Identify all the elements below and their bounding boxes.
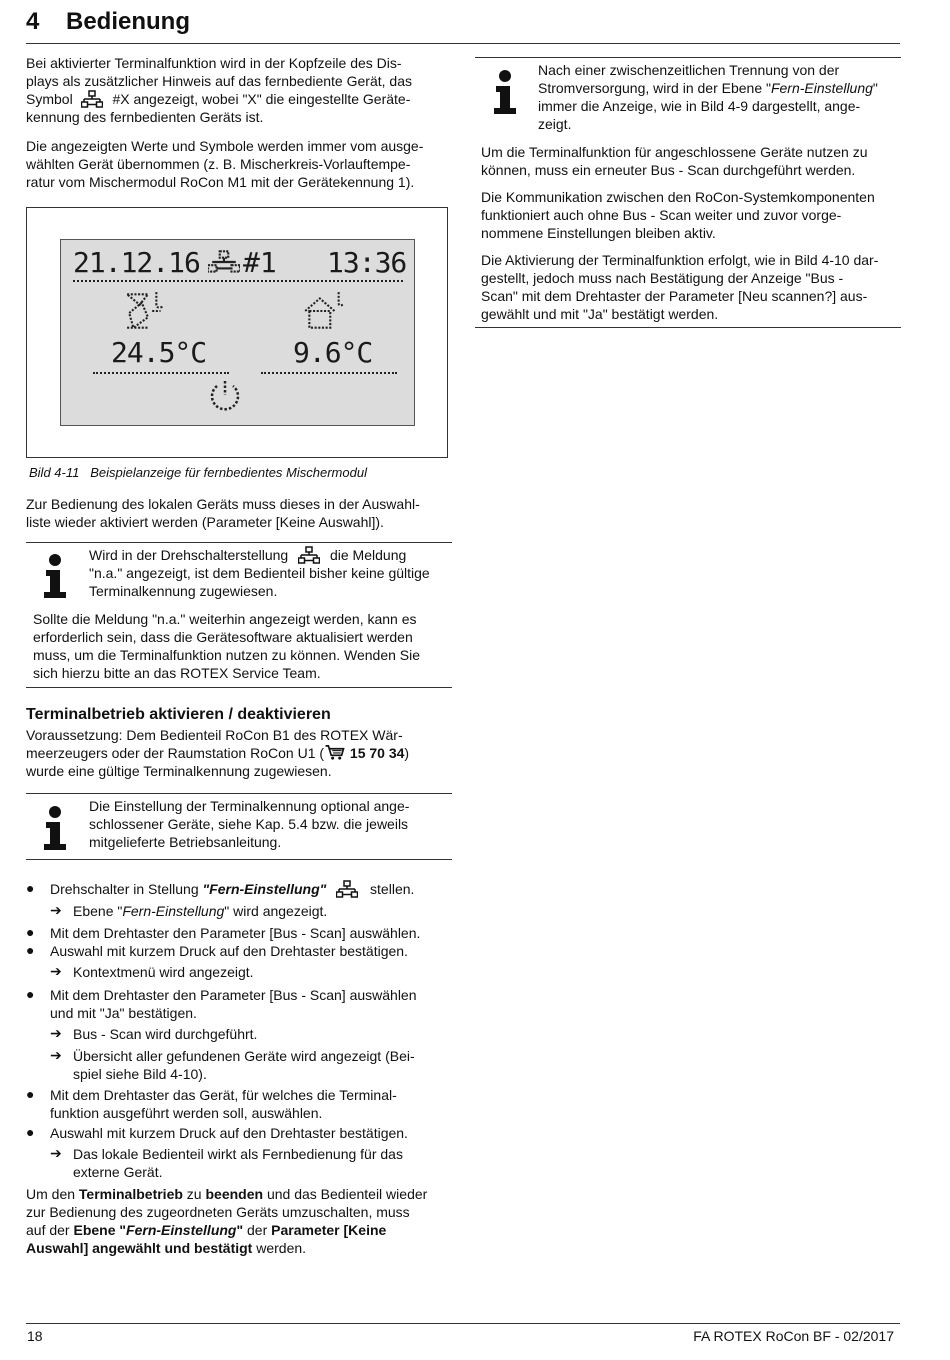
lcd-temp-left: 24.5°C	[111, 336, 207, 369]
note-line: "n.a." angezeigt, ist dem Bedienteil bisher keine gültige	[89, 565, 430, 581]
note-line: Sollte die Meldung "n.a." weiterhin angezeigt werden, kann es	[33, 611, 417, 627]
local-device-line: liste wieder aktiviert werden (Parameter [Keine Auswahl]).	[26, 514, 384, 530]
note-line: sich hierzu bitte an das ROTEX Service Team.	[33, 665, 321, 681]
values-paragraph	[26, 137, 456, 191]
outdoor-temperature-icon	[301, 290, 347, 332]
step-item: Auswahl mit kurzem Druck auf den Drehtaster bestätigen.	[50, 943, 408, 959]
step-result: Kontextmenü wird angezeigt.	[73, 964, 254, 980]
step-item: Mit dem Drehtaster den Parameter [Bus - Scan] auswählen.	[50, 925, 421, 941]
result-arrow-icon: ➔	[50, 963, 62, 979]
lcd-network-icon	[208, 250, 240, 274]
header-rule	[26, 43, 900, 44]
figure-caption	[29, 465, 367, 480]
network-icon	[298, 546, 320, 564]
figure-caption-text: Beispielanzeige für fernbedientes Mischermodul	[90, 465, 367, 480]
step-line: Mit dem Drehtaster das Gerät, für welches die Terminal-	[50, 1087, 397, 1103]
paragraph-line: können, muss ein erneuter Bus - Scan durchgeführt werden.	[481, 162, 856, 178]
step-text: stellen.	[370, 881, 415, 897]
note-rule	[26, 859, 452, 860]
note-software-update	[33, 610, 453, 682]
note-rule	[475, 327, 901, 328]
values-line: wählten Gerät übernommen (z. B. Mischerkreis-Vorlauftempe-	[26, 156, 411, 172]
end-emphasis: beenden	[205, 1186, 264, 1202]
info-icon	[40, 804, 70, 852]
info-icon	[40, 552, 70, 600]
result-arrow-icon: ➔	[50, 1145, 62, 1161]
step-bullet: ●	[26, 1086, 35, 1102]
result-text: " wird angezeigt.	[224, 903, 328, 919]
result-arrow-icon: ➔	[50, 1025, 62, 1041]
step-item: Auswahl mit kurzem Druck auf den Drehtaster bestätigen.	[50, 1125, 408, 1141]
note-line: mitgelieferte Betriebsanleitung.	[89, 834, 282, 850]
note-text: Wird in der Drehschalterstellung	[89, 547, 289, 563]
footer-doc-title: FA ROTEX RoCon BF - 02/2017	[693, 1328, 894, 1344]
local-device-line: Zur Bedienung des lokalen Geräts muss dieses in der Auswahl-	[26, 496, 420, 512]
paragraph-line: funktioniert auch ohne Bus - Scan weiter und zuvor vorge-	[481, 207, 842, 223]
end-line	[26, 1239, 456, 1257]
paragraph-line: Um die Terminalfunktion für angeschlossene Geräte nutzen zu	[481, 144, 868, 160]
step-result	[73, 1145, 448, 1181]
step-line: funktion ausgeführt werden soll, auswählen.	[50, 1105, 323, 1121]
step-result	[73, 1047, 448, 1083]
result-arrow-icon: ➔	[50, 902, 62, 918]
lcd-temp-right-line	[261, 372, 397, 374]
note-line: erforderlich sein, dass die Gerätesoftware aktualisiert werden	[33, 629, 413, 645]
end-text: auf der	[26, 1222, 74, 1238]
lcd-temp-right: 9.6°C	[293, 336, 373, 369]
note-rule	[26, 687, 452, 688]
note-text: die Meldung	[329, 547, 407, 563]
shopping-cart-icon	[324, 744, 346, 761]
intro-line: kennung des fernbedienten Geräts ist.	[26, 109, 264, 125]
prerequisite-paragraph	[26, 726, 456, 780]
paragraph-line: Scan" mit dem Drehtaster der Parameter [Neu scannen?] aus-	[481, 288, 868, 304]
lcd-time: 13:36	[327, 246, 407, 279]
end-emphasis: Parameter [Keine	[271, 1222, 387, 1238]
network-icon	[336, 880, 358, 898]
intro-symbol-text: Symbol	[26, 91, 73, 107]
end-emphasis: Terminalbetrieb	[78, 1186, 183, 1202]
end-line	[26, 1185, 456, 1203]
end-text: werden.	[252, 1240, 307, 1256]
result-line: externe Gerät.	[73, 1164, 163, 1180]
order-number: 15 70 34	[349, 745, 405, 761]
figure-frame	[26, 207, 448, 458]
end-line: zur Bedienung des zugeordneten Geräts umzuschalten, muss	[26, 1204, 410, 1220]
result-text: Ebene "	[73, 903, 123, 919]
note-line	[89, 546, 454, 564]
paragraph-line: Die Kommunikation zwischen den RoCon-Systemkomponenten	[481, 189, 875, 205]
intro-line: Bei aktivierter Terminalfunktion wird in der Kopfzeile des Dis-	[26, 55, 402, 71]
intro-line	[26, 90, 456, 108]
intro-symbol-text: #X angezeigt, wobei "X" die eingestellte Geräte-	[112, 91, 411, 107]
note-text: "	[872, 80, 878, 96]
note-rule	[475, 57, 901, 58]
paragraph-line: Die Aktivierung der Terminalfunktion erfolgt, wie in Bild 4-10 dar-	[481, 252, 879, 268]
step-bullet: ●	[26, 942, 35, 958]
result-arrow-icon: ➔	[50, 1047, 62, 1063]
section-subheading: Terminalbetrieb aktivieren / deaktivieren	[26, 706, 331, 723]
result-line: spiel siehe Bild 4-10).	[73, 1066, 207, 1082]
step-bullet: ●	[26, 1124, 35, 1140]
end-emphasis: "	[236, 1222, 244, 1238]
prerequisite-text: meerzeugers oder der Raumstation RoCon U1 (	[26, 745, 325, 761]
note-line: Terminalkennung zugewiesen.	[89, 583, 278, 599]
prerequisite-text: )	[404, 745, 410, 761]
lcd-header-line	[73, 280, 403, 282]
values-line: Die angezeigten Werte und Symbole werden immer vom ausge-	[26, 138, 424, 154]
footer-rule	[26, 1323, 900, 1324]
step-item	[50, 880, 450, 898]
note-line: muss, um die Terminalfunktion nutzen zu können. Wenden Sie	[33, 647, 421, 663]
intro-paragraph	[26, 54, 456, 126]
intro-line: plays als zusätzlicher Hinweis auf das fernbediente Gerät, das	[26, 73, 412, 89]
lcd-temp-left-line	[93, 372, 229, 374]
result-line: Übersicht aller gefundenen Geräte wird angezeigt (Bei-	[73, 1048, 415, 1064]
lcd-display	[60, 239, 415, 426]
note-emphasis: Fern-Einstellung	[770, 80, 873, 96]
paragraph-line: nommene Einstellungen bleiben aktiv.	[481, 225, 716, 241]
chapter-number: 4	[26, 8, 40, 35]
end-line	[26, 1221, 456, 1239]
step-bullet: ●	[26, 986, 35, 1002]
step-bullet: ●	[26, 880, 35, 896]
info-icon	[490, 68, 520, 116]
result-line: Das lokale Bedienteil wirkt als Fernbedienung für das	[73, 1146, 403, 1162]
step-result	[73, 902, 448, 920]
end-emphasis: Auswahl] angewählt und bestätigt	[26, 1240, 253, 1256]
note-power-interruption	[538, 61, 903, 133]
note-line: Die Einstellung der Terminalkennung optional ange-	[89, 798, 410, 814]
result-emphasis: Fern-Einstellung	[122, 903, 225, 919]
network-icon	[81, 90, 103, 108]
paragraph-line: gestellt, jedoch muss nach Bestätigung der Anzeige "Bus -	[481, 270, 844, 286]
note-text: Stromversorgung, wird in der Ebene "	[538, 80, 771, 96]
step-line: und mit "Ja" bestätigen.	[50, 1005, 197, 1021]
note-line: schlossener Geräte, siehe Kap. 5.4 bzw. die jeweils	[89, 816, 409, 832]
note-rule	[26, 793, 452, 794]
local-device-paragraph	[26, 495, 456, 531]
figure-caption-number: Bild 4-11	[29, 465, 80, 480]
lcd-date: 21.12.16	[73, 246, 200, 279]
note-line: Nach einer zwischenzeitlichen Trennung von der	[538, 62, 840, 78]
step-text: Drehschalter in Stellung	[50, 881, 199, 897]
paragraph-line: gewählt und mit "Ja" bestätigt werden.	[481, 306, 719, 322]
page-number: 18	[27, 1328, 43, 1344]
step-emphasis: "Fern-Einstellung"	[202, 881, 327, 897]
step-line: Mit dem Drehtaster den Parameter [Bus - Scan] auswählen	[50, 987, 417, 1003]
note-line	[538, 79, 903, 97]
step-item	[50, 1086, 450, 1122]
end-text: zu	[182, 1186, 206, 1202]
step-result: Bus - Scan wird durchgeführt.	[73, 1026, 258, 1042]
step-item	[50, 986, 450, 1022]
mixer-circuit-icon	[125, 290, 171, 332]
chapter-title: Bedienung	[66, 8, 190, 35]
power-icon	[207, 378, 243, 414]
prerequisite-line: wurde eine gültige Terminalkennung zugewiesen.	[26, 763, 332, 779]
end-emphasis: Fern-Einstellung	[126, 1222, 237, 1238]
end-text: der	[243, 1222, 272, 1238]
end-terminal-paragraph	[26, 1185, 456, 1257]
note-rule	[26, 542, 452, 543]
values-line: ratur vom Mischermodul RoCon M1 mit der Gerätekennung 1).	[26, 174, 415, 190]
end-text: Um den	[26, 1186, 79, 1202]
note-terminal-id	[89, 546, 454, 600]
note-line: zeigt.	[538, 116, 572, 132]
step-bullet: ●	[26, 924, 35, 940]
prerequisite-line	[26, 744, 456, 762]
bus-scan-paragraph	[481, 143, 906, 179]
communication-paragraph	[481, 188, 906, 242]
note-line: immer die Anzeige, wie in Bild 4-9 dargestellt, ange-	[538, 98, 861, 114]
end-emphasis: Ebene "	[73, 1222, 127, 1238]
note-terminal-setting	[89, 797, 454, 851]
end-text: und das Bedienteil wieder	[263, 1186, 428, 1202]
lcd-device-id: #1	[243, 246, 277, 279]
activation-paragraph	[481, 251, 906, 323]
prerequisite-line: Voraussetzung: Dem Bedienteil RoCon B1 des ROTEX Wär-	[26, 727, 403, 743]
